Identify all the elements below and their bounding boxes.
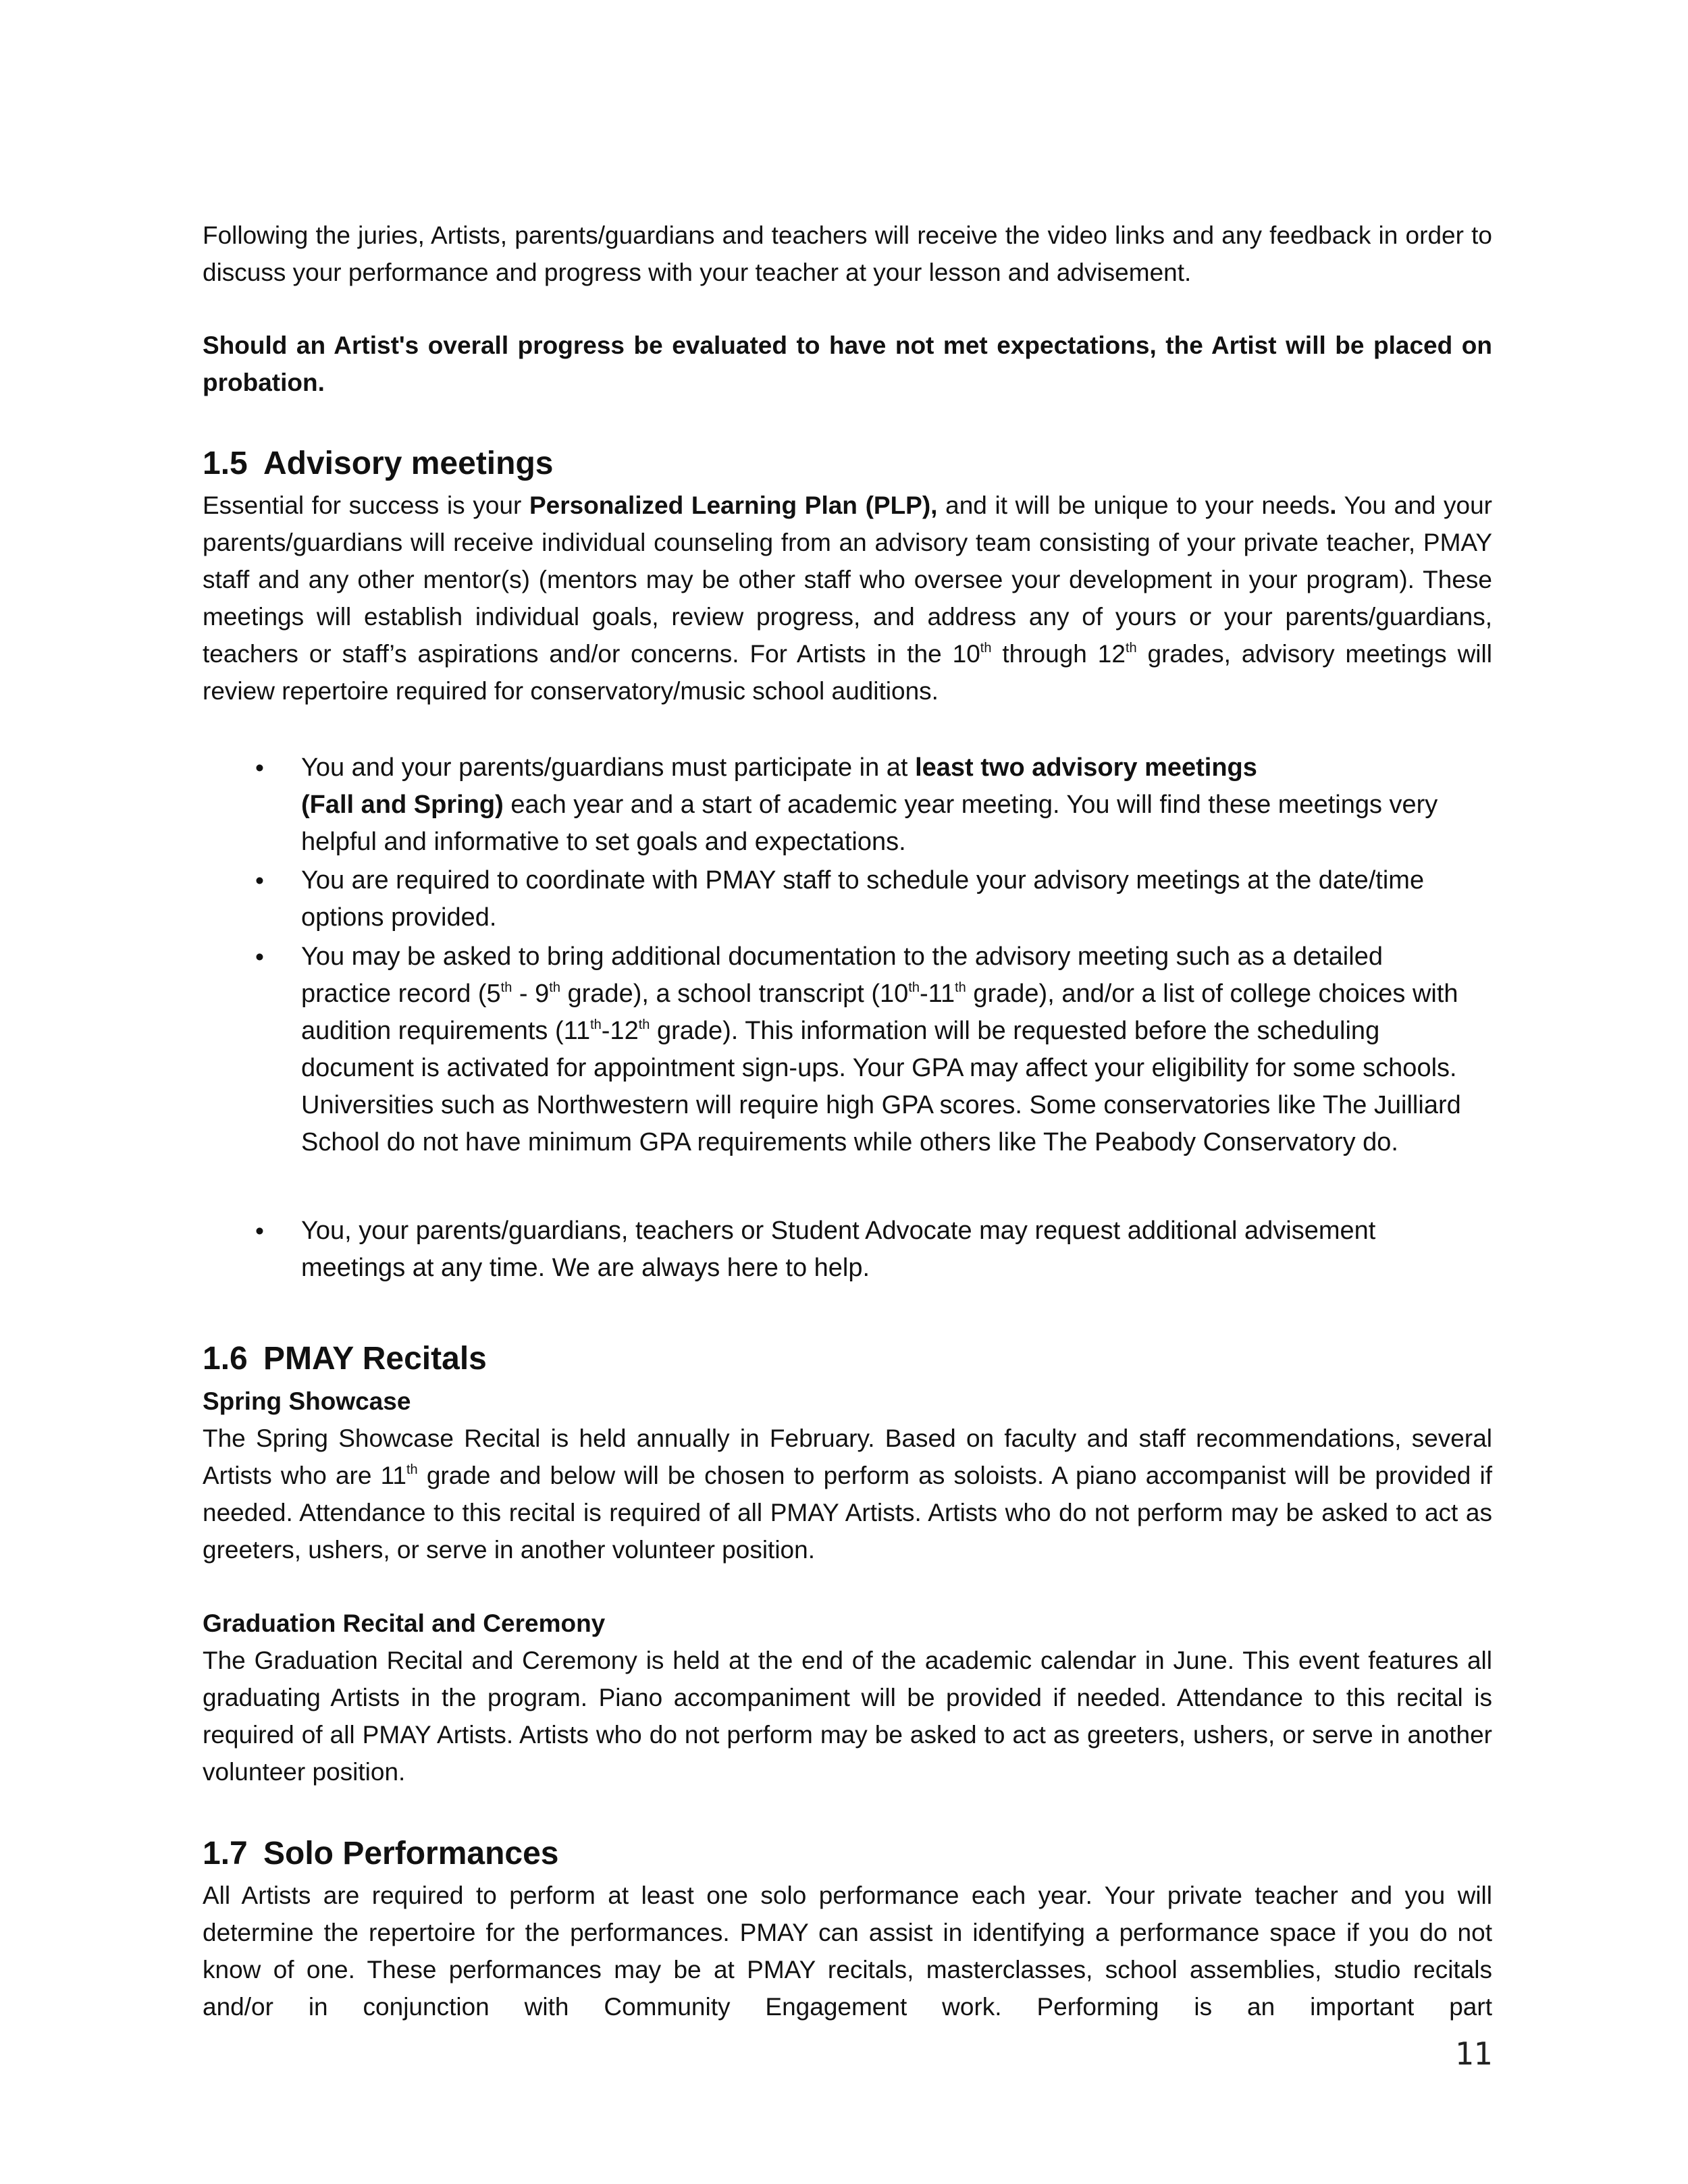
section-number: 1.5	[203, 446, 248, 481]
graduation-paragraph: The Graduation Recital and Ceremony is held at the end of the academic calendar in June. This event features all graduating Artists in the program. Piano accompaniment will be provided if needed. Attendance to this recital is required of all PMAY Artists. Artists who do not perform may be asked to act as greeters, ushers, or serve in another volunteer position.	[203, 1647, 1492, 1786]
list-item: You, your parents/guardians, teachers or Student Advocate may request additional advisement meetings at any time. We are always here to help.	[301, 1217, 1376, 1282]
section-heading-1-5	[203, 444, 553, 484]
section-title: Advisory meetings	[263, 446, 554, 481]
bullet-icon: •	[255, 1217, 264, 1245]
subheading-spring-showcase: Spring Showcase	[203, 1387, 411, 1415]
section-number: 1.6	[203, 1341, 248, 1377]
list-item: You may be asked to bring additional documentation to the advisory meeting such as a detailed practice record (5th - 9th grade), a school transcript (10th-11th grade), and/or a list of college choices with audition requirements (11th-12th grade). This information will be requested before the scheduling document is activated for appointment sign-ups. Your GPA may affect your eligibility for some schools. Universities such as Northwestern will require high GPA scores. Some conservatories like The Juilliard School do not have minimum GPA requirements while others like The Peabody Conservatory do.	[301, 942, 1461, 1156]
bullet-icon: •	[255, 943, 264, 971]
section-title: PMAY Recitals	[263, 1341, 487, 1377]
advisory-paragraph: Essential for success is your Personalized Learning Plan (PLP), and it will be unique to your needs. You and your parents/guardians will receive individual counseling from an advisory team consisting of your private teacher, PMAY staff and any other mentor(s) (mentors may be other staff who oversee your development in your program). These meetings will establish individual goals, review progress, and address any of yours or your parents/guardians, teachers or staff’s aspirations and/or concerns. For Artists in the 10th through 12th grades, advisory meetings will review repertoire required for conservatory/music school auditions.	[203, 491, 1492, 705]
page-number: 11	[1454, 2035, 1492, 2072]
section-number: 1.7	[203, 1836, 248, 1871]
subheading-graduation: Graduation Recital and Ceremony	[203, 1609, 606, 1637]
bullet-icon: •	[255, 754, 264, 782]
list-item: You are required to coordinate with PMAY staff to schedule your advisory meetings at the date/time options provided.	[301, 866, 1425, 932]
section-heading-1-7	[203, 1834, 558, 1874]
solo-performances-paragraph: All Artists are required to perform at least one solo performance each year. Your private teacher and you will determine the repertoire for the performances. PMAY can assist in identifying a performance space if you do not know of one. These performances may be at PMAY recitals, masterclasses, school assemblies, studio recitals and/or in conjunction with Community Engagement work. Performing is an important part	[203, 1882, 1492, 2021]
section-title: Solo Performances	[263, 1836, 559, 1871]
bullet-icon: •	[255, 867, 264, 895]
section-heading-1-6	[203, 1339, 487, 1379]
probation-notice: Should an Artist's overall progress be evaluated to have not met expectations, the Artist will be placed on probation.	[203, 331, 1492, 396]
list-item: You and your parents/guardians must participate in at least two advisory meetings (Fall and Spring) each year and a start of academic year meeting. You will find these meetings very helpful and informative to set goals and expectations.	[301, 753, 1438, 856]
intro-paragraph: Following the juries, Artists, parents/guardians and teachers will receive the video links and any feedback in order to discuss your performance and progress with your teacher at your lesson and advisement.	[203, 221, 1492, 286]
spring-showcase-paragraph: The Spring Showcase Recital is held annually in February. Based on faculty and staff recommendations, several Artists who are 11th grade and below will be chosen to perform as soloists. A piano accompanist will be provided if needed. Attendance to this recital is required of all PMAY Artists. Artists who do not perform may be asked to act as greeters, ushers, or serve in another volunteer position.	[203, 1424, 1492, 1564]
